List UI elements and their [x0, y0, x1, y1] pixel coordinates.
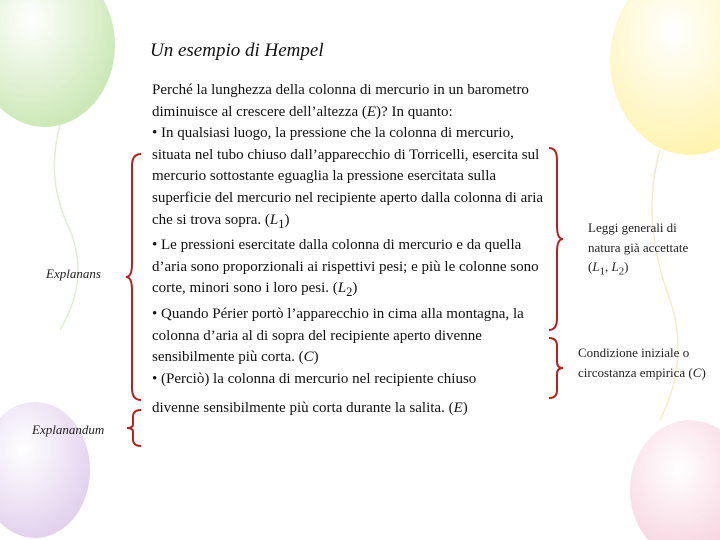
- bullet-law-2: • Le pressioni esercitate dalla colonna di mercurio e da quella d’aria sono proporzionali ai rispettivi pesi; e più le colonne sono corte, minori sono i loro pesi. $(L_2)$: [152, 237, 539, 300]
- slide-title: Un esempio di Hempel: [150, 40, 324, 61]
- explanandum-brace: [126, 408, 144, 448]
- laws-annotation: Leggi generali di natura già accettate ($L_1$, $L_2$): [588, 220, 689, 278]
- explanans-label: Explanans: [46, 266, 101, 281]
- explanation-text: [152, 80, 552, 420]
- explanans-brace: [126, 152, 144, 402]
- pink-balloon: [630, 420, 720, 540]
- condition-annotation: Condizione iniziale o circostanza empirica (C): [578, 345, 706, 380]
- bullet-condition: • Quando Périer portò l’apparecchio in cima alla montagna, la colonna d’aria al di sopra del recipiente aperto divenne sensibilmente più corta. (C): [152, 305, 524, 366]
- explanandum-label: Explanandum: [32, 422, 105, 437]
- bullet-conclusion-line-2: divenne sensibilmente più corta durante la salita. (E): [152, 400, 468, 417]
- intro-paragraph: Perché la lunghezza della colonna di mercurio in un barometro diminuisce al crescere dell’altezza (E)? In quanto:: [152, 82, 529, 120]
- bullet-conclusion-line-1: • (Perciò) la colonna di mercurio nel recipiente chiuso: [152, 370, 477, 387]
- bullet-law-1: • In qualsiasi luogo, la pressione che la colonna di mercurio, situata nel tubo chiuso dall’apparecchio di Torricelli, esercita sul mercurio sottostante eguaglia la pressione esercitata sulla superficie del mercurio nel recipiente aperto dalla colonna di aria che si trova sopra. $(L_1)$: [152, 125, 544, 231]
